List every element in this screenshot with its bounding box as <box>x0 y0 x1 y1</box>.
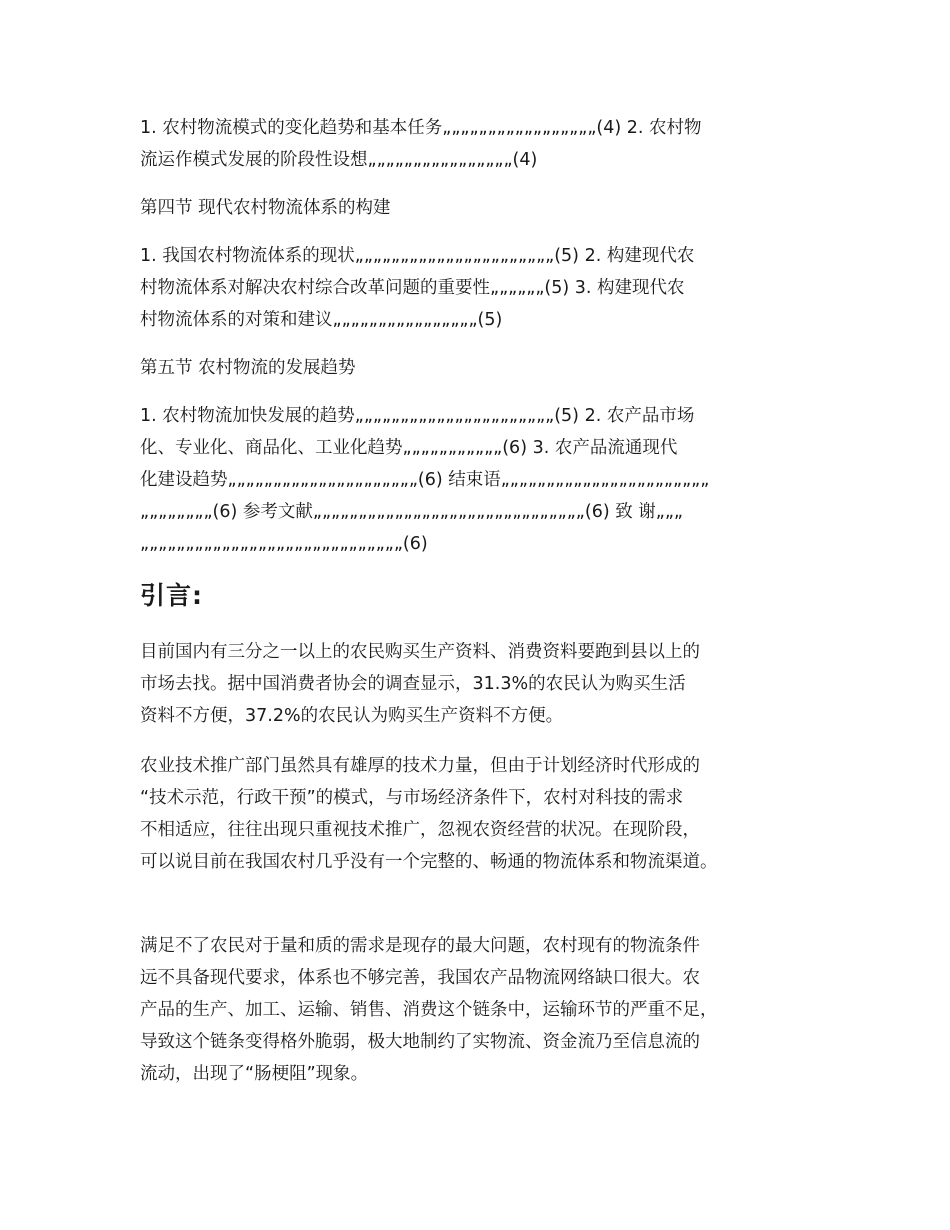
intro-paragraph-2: 农业技术推广部门虽然具有雄厚的技术力量，但由于计划经济时代形成的 “技术示范，行政干预”的模式，与市场经济条件下，农村对科技的需求 不相适应，往往出现只重视技术推广，忽视农资经营的状况。在现阶段， 可以说目前在我国农村几乎没有一个完整的、畅通的物流体系和物流渠道。 <box>140 756 718 872</box>
intro-heading: 引言: <box>140 581 203 610</box>
document-page <box>140 112 830 1108</box>
toc-block-section5-items: 1. 农村物流加快发展的趋势„„„„„„„„„„„„„„„„„„„„„„(5) 2. 农产品市场 化、专业化、商品化、工业化趋势„„„„„„„„„„„(6) 3. 农产品流通现代 化建设趋势„„„„„„„„„„„„„„„„„„„„„(6) 结束语„„„„„„„„„„„„„„„„„„„„„„„ „„„„„„„„(6) 参考文献„„„„„„„„„„„„„„„„„„„„„„„„„„„„„„(6) 致 谢„„„ „„„„„„„„„„„„„„„„„„„„„„„„„„„„„(6) <box>140 406 710 554</box>
toc-block-section3-items: 1. 农村物流模式的变化趋势和基本任务„„„„„„„„„„„„„„„„„(4) 2. 农村物 流运作模式发展的阶段性设想„„„„„„„„„„„„„„„„(4) <box>140 118 702 170</box>
toc-block-section4-items: 1. 我国农村物流体系的现状„„„„„„„„„„„„„„„„„„„„„„(5) 2. 构建现代农 村物流体系对解决农村综合改革问题的重要性„„„„„„(5) 3. 构建现代农 村物流体系的对策和建议„„„„„„„„„„„„„„„„(5) <box>140 246 695 330</box>
toc-section5-heading: 第五节 农村物流的发展趋势 <box>140 358 356 378</box>
toc-section4-heading: 第四节 现代农村物流体系的构建 <box>140 198 391 218</box>
intro-paragraph-1: 目前国内有三分之一以上的农民购买生产资料、消费资料要跑到县以上的 市场去找。据中国消费者协会的调查显示，31.3%的农民认为购买生活 资料不方便，37.2%的农民认为购买生产资料不方便。 <box>140 642 700 726</box>
intro-paragraph-3: 满足不了农民对于量和质的需求是现存的最大问题，农村现有的物流条件 远不具备现代要求，体系也不够完善，我国农产品物流网络缺口很大。农 产品的生产、加工、运输、销售、消费这个链条中，运输环节的严重不足， 导致这个链条变得格外脆弱，极大地制约了实物流、资金流乃至信息流的 流动，出现了“肠梗阻”现象。 <box>140 936 718 1084</box>
